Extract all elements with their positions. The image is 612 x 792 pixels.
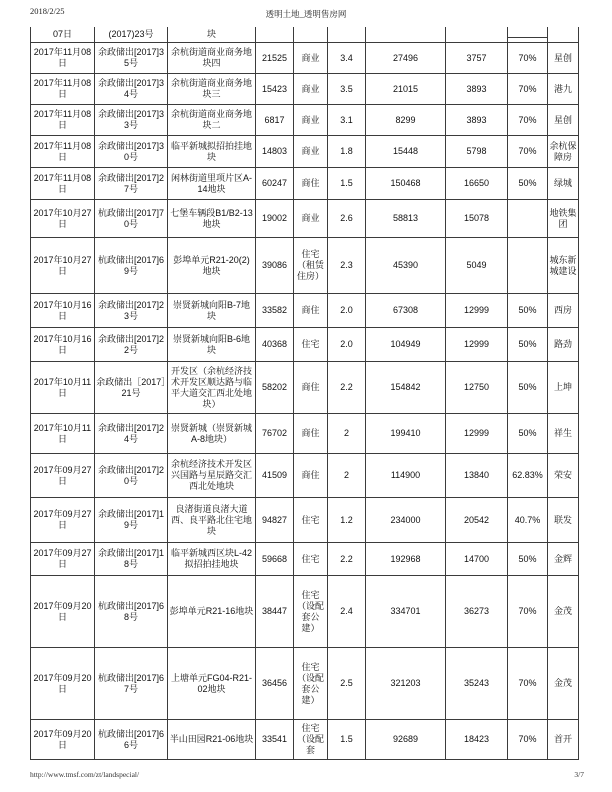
cell-plot-ratio: 2.6 [328,200,366,238]
cell-total-price: 321203 [366,648,446,720]
cell-unit-price: 3893 [446,105,508,136]
cell-area: 36456 [256,648,294,720]
cell-date: 2017年11月08日 [31,105,95,136]
cell-total-price: 67308 [366,294,446,328]
cell-plot-ratio: 1.5 [328,720,366,760]
cell-doc-number: 杭政储出[2017]68号 [95,576,168,648]
cell-total-price: 154842 [366,362,446,414]
cell-unit-price: 3757 [446,43,508,74]
cell-unit-price: 12999 [446,294,508,328]
cell-premium-pct: 50% [508,294,548,328]
cell-plot-name: 临平新城西区块L-42拟招拍挂地块 [168,543,256,576]
cell-plot-name: 半山田园R21-06地块 [168,720,256,760]
cell-company: 港九 [548,74,579,105]
cell-unit-price: 15078 [446,200,508,238]
cell-premium-pct: 70% [508,720,548,760]
cell-unit-price [446,27,508,43]
cell-plot-ratio: 2.5 [328,648,366,720]
cell-area: 39086 [256,238,294,294]
cell-doc-number: 余政储出[2017]18号 [95,543,168,576]
cell-company: 路劲 [548,328,579,362]
cell-plot-name: 余杭街道商业商务地块三 [168,74,256,105]
cell-plot-ratio: 1.8 [328,136,366,168]
cell-date: 2017年09月27日 [31,454,95,498]
cell-date: 2017年09月20日 [31,576,95,648]
cell-land-type: 商住 [294,168,328,200]
cell-plot-ratio: 1.2 [328,498,366,543]
cell-plot-name: 块 [168,27,256,43]
page-number: 3/7 [574,770,584,779]
cell-plot-ratio: 2.2 [328,362,366,414]
cell-premium-pct [508,238,548,294]
table-row [31,576,579,648]
cell-plot-name: 崇贤新城（崇贤新城A-8地块） [168,414,256,454]
cell-land-type: 商业 [294,43,328,74]
cell-area: 76702 [256,414,294,454]
cell-date: 2017年10月11日 [31,362,95,414]
cell-doc-number: 余政储出[2017]30号 [95,136,168,168]
cell-area: 94827 [256,498,294,543]
table-row [31,498,579,543]
cell-date: 2017年11月08日 [31,168,95,200]
cell-date: 2017年09月20日 [31,720,95,760]
cell-premium-pct [508,27,548,43]
cell-doc-number: 杭政储出[2017]70号 [95,200,168,238]
cell-premium-pct: 40.7% [508,498,548,543]
cell-doc-number: 杭政储出[2017]66号 [95,720,168,760]
table-row [31,543,579,576]
cell-total-price: 104949 [366,328,446,362]
cell-area: 15423 [256,74,294,105]
cell-total-price: 234000 [366,498,446,543]
cell-plot-name: 余杭街道商业商务地块二 [168,105,256,136]
cell-land-type: 商住 [294,294,328,328]
cell-plot-name: 崇贤新城向阳B-7地块 [168,294,256,328]
cell-date: 2017年09月27日 [31,543,95,576]
cell-total-price: 114900 [366,454,446,498]
cell-plot-ratio: 1.5 [328,168,366,200]
cell-land-type: 住宅（设配套 [294,720,328,760]
cell-plot-name: 开发区（余杭经济技术开发区顺达路与临平大道交汇西北处地块） [168,362,256,414]
cell-plot-ratio: 3.4 [328,43,366,74]
cell-unit-price: 12750 [446,362,508,414]
print-date: 2018/2/25 [30,6,65,16]
table-row [31,238,579,294]
cell-land-type: 住宅（设配套公建） [294,576,328,648]
cell-company: 荣安 [548,454,579,498]
land-table-container [30,27,579,761]
cell-doc-number: 余政储出[2017]34号 [95,74,168,105]
cell-premium-pct: 70% [508,576,548,648]
cell-land-type: 商业 [294,200,328,238]
cell-date: 2017年10月27日 [31,200,95,238]
cell-company: 金茂 [548,648,579,720]
table-row [31,136,579,168]
cell-premium-pct: 70% [508,136,548,168]
cell-premium-pct: 70% [508,105,548,136]
cell-area: 19002 [256,200,294,238]
cell-plot-name: 崇贤新城向阳B-6地块 [168,328,256,362]
source-url: http://www.tmsf.com/zt/landspecial/ [30,770,140,779]
cell-plot-name: 良渚街道良渚大道西、良平路北住宅地块 [168,498,256,543]
cell-premium-pct: 70% [508,648,548,720]
page-footer [30,770,582,782]
cell-plot-name: 余杭经济技术开发区兴国路与星辰路交汇西北处地块 [168,454,256,498]
cell-unit-price: 5049 [446,238,508,294]
cell-area: 33541 [256,720,294,760]
cell-total-price: 334701 [366,576,446,648]
cell-land-type: 商住 [294,414,328,454]
cell-company: 首开 [548,720,579,760]
cell-company: 金茂 [548,576,579,648]
cell-plot-ratio: 2 [328,454,366,498]
cell-plot-name: 上塘单元FG04-R21-02地块 [168,648,256,720]
cell-premium-pct: 70% [508,74,548,105]
cell-doc-number: 余政储出[2017]19号 [95,498,168,543]
cell-company: 上坤 [548,362,579,414]
cell-area: 58202 [256,362,294,414]
cell-unit-price: 36273 [446,576,508,648]
cell-company [548,27,579,43]
table-row [31,43,579,74]
cell-date: 2017年10月16日 [31,294,95,328]
cell-unit-price: 3893 [446,74,508,105]
cell-unit-price: 5798 [446,136,508,168]
land-table-body [31,27,579,760]
cell-area: 14803 [256,136,294,168]
page-title: 透明土地_透明售房网 [265,9,347,19]
cell-total-price: 150468 [366,168,446,200]
cell-date: 2017年09月27日 [31,498,95,543]
cell-unit-price: 12999 [446,414,508,454]
cell-land-type: 住宅 [294,543,328,576]
cell-date: 2017年10月27日 [31,238,95,294]
cell-plot-ratio: 3.5 [328,74,366,105]
cell-total-price: 8299 [366,105,446,136]
table-row [31,362,579,414]
cell-company: 绿城 [548,168,579,200]
table-row [31,294,579,328]
cell-land-type: 住宅（设配套公建） [294,648,328,720]
cell-date: 2017年10月16日 [31,328,95,362]
cell-plot-name: 闲林街道里项片区A-14地块 [168,168,256,200]
cell-land-type: 商业 [294,136,328,168]
cell-company: 祥生 [548,414,579,454]
cell-date: 2017年11月08日 [31,136,95,168]
cell-area: 41509 [256,454,294,498]
cell-land-type: 住宅 [294,498,328,543]
cell-doc-number: 杭政储出[2017]69号 [95,238,168,294]
cell-company: 余杭保障房 [548,136,579,168]
table-row [31,74,579,105]
cell-total-price [366,27,446,43]
cell-date: 2017年10月11日 [31,414,95,454]
cell-plot-ratio: 2.3 [328,238,366,294]
cell-doc-number: 杭政储出[2017]67号 [95,648,168,720]
cell-doc-number: 余政储出[2017]35号 [95,43,168,74]
cell-plot-name: 彭埠单元R21-20(2)地块 [168,238,256,294]
cell-land-type [294,27,328,43]
cell-company: 联发 [548,498,579,543]
cell-doc-number: 余政储出[2017]27号 [95,168,168,200]
cell-company: 西房 [548,294,579,328]
cell-area: 6817 [256,105,294,136]
table-row [31,328,579,362]
cell-premium-pct [508,200,548,238]
cell-plot-ratio: 3.1 [328,105,366,136]
cell-land-type: 住宅 [294,328,328,362]
cell-doc-number: 余政储出[2017]23号 [95,294,168,328]
cell-doc-number: 余政储出[2017]20号 [95,454,168,498]
cell-date: 2017年09月20日 [31,648,95,720]
cell-total-price: 21015 [366,74,446,105]
cell-company: 星创 [548,43,579,74]
table-row [31,105,579,136]
cell-company: 星创 [548,105,579,136]
cell-total-price: 15448 [366,136,446,168]
cell-area: 40368 [256,328,294,362]
cell-date: 07日 [31,27,95,43]
cell-total-price: 199410 [366,414,446,454]
cell-premium-pct: 50% [508,543,548,576]
table-row [31,200,579,238]
cell-area: 33582 [256,294,294,328]
cell-unit-price: 18423 [446,720,508,760]
cell-total-price: 27496 [366,43,446,74]
cell-date: 2017年11月08日 [31,74,95,105]
cell-total-price: 192968 [366,543,446,576]
cell-premium-pct: 50% [508,328,548,362]
cell-land-type: 商住 [294,362,328,414]
cell-plot-name: 彭埠单元R21-16地块 [168,576,256,648]
cell-doc-number: 余政储出［2017］21号 [95,362,168,414]
cell-company: 金辉 [548,543,579,576]
cell-plot-ratio: 2.4 [328,576,366,648]
cell-plot-name: 余杭街道商业商务地块四 [168,43,256,74]
cell-plot-ratio [328,27,366,43]
cell-premium-pct: 50% [508,168,548,200]
cell-doc-number: (2017)23号 [95,27,168,43]
cell-unit-price: 20542 [446,498,508,543]
table-row [31,720,579,760]
cell-doc-number: 余政储出[2017]24号 [95,414,168,454]
cell-land-type: 商业 [294,105,328,136]
cell-land-type: 商业 [294,74,328,105]
cell-plot-ratio: 2 [328,414,366,454]
cell-company: 地铁集团 [548,200,579,238]
cell-company: 城东新城建设 [548,238,579,294]
table-row [31,27,579,43]
cell-land-type: 商住 [294,454,328,498]
cell-plot-ratio: 2.0 [328,294,366,328]
cell-unit-price: 35243 [446,648,508,720]
cell-area: 59668 [256,543,294,576]
cell-premium-pct: 62.83% [508,454,548,498]
cell-area: 60247 [256,168,294,200]
cell-area: 38447 [256,576,294,648]
cell-date: 2017年11月08日 [31,43,95,74]
table-row [31,414,579,454]
cell-total-price: 45390 [366,238,446,294]
cell-plot-ratio: 2.0 [328,328,366,362]
cell-total-price: 92689 [366,720,446,760]
cell-premium-pct: 50% [508,414,548,454]
cell-total-price: 58813 [366,200,446,238]
cell-area [256,27,294,43]
cell-plot-name: 临平新城拟招拍挂地块 [168,136,256,168]
cell-doc-number: 余政储出[2017]33号 [95,105,168,136]
cell-premium-pct: 70% [508,43,548,74]
cell-unit-price: 16650 [446,168,508,200]
cell-unit-price: 14700 [446,543,508,576]
table-row [31,168,579,200]
land-table [30,27,579,760]
cell-land-type: 住宅（租赁住房） [294,238,328,294]
cell-plot-ratio: 2.2 [328,543,366,576]
table-row [31,454,579,498]
cell-doc-number: 余政储出[2017]22号 [95,328,168,362]
table-row [31,648,579,720]
cell-plot-name: 七堡车辆段B1/B2-13地块 [168,200,256,238]
page-header [30,6,582,20]
cell-premium-pct: 50% [508,362,548,414]
cell-area: 21525 [256,43,294,74]
cell-unit-price: 13840 [446,454,508,498]
cell-unit-price: 12999 [446,328,508,362]
